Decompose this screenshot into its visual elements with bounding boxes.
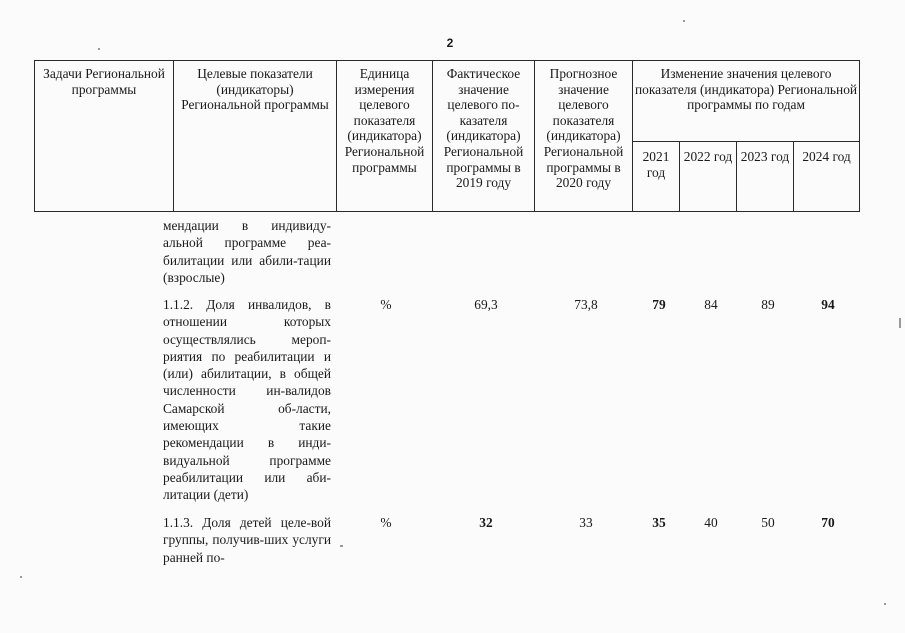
header-year-2024: 2024 год — [794, 142, 860, 212]
row-1-1-2-indicator: 1.1.2. Доля инвалидов, в отношении которых осуществлялись мероп-риятия по реабилитации и (или) абилитации, в общей численности ин-валидов Самарской об-ласти, имеющих такие рекомендации в инди-видуальной программе реабилитации или аби-литации (дети) — [163, 297, 331, 503]
row-1-1-3-actual-2019: 32 — [479, 515, 493, 530]
header-forecast-2020: Прогнозное значение целевого показателя (индикатора) Региональной программы в 2020 году — [535, 61, 633, 212]
row-1-1-2-year-2021: 79 — [652, 297, 666, 312]
row-1-1-2-actual-2019: 69,3 — [474, 297, 498, 312]
scan-speck — [899, 318, 901, 328]
scan-speck — [340, 545, 343, 547]
row-1-1-3-year-2023: 50 — [761, 515, 775, 530]
header-unit: Единица измерения целевого показателя (индикатора) Региональной программы — [337, 61, 433, 212]
row-1-1-2-unit: % — [380, 297, 392, 312]
header-year-2023: 2023 год — [737, 142, 794, 212]
header-year-2021: 2021 год — [633, 142, 680, 212]
row-1-1-3-year-2024: 70 — [821, 515, 835, 530]
row-1-1-2-year-2022: 84 — [704, 297, 718, 312]
row-1-1-2-forecast-2020: 73,8 — [574, 297, 598, 312]
row-1-1-2-year-2024: 94 — [821, 297, 835, 312]
row-1-1-3-year-2021: 35 — [652, 515, 666, 530]
scan-speck — [884, 603, 886, 605]
row-continuation-indicator: мендации в индивиду-альной программе реа-билитации или абили-тации (взрослые) — [163, 218, 331, 285]
row-1-1-2-year-2023: 89 — [761, 297, 775, 312]
header-tasks: Задачи Региональной программы — [35, 61, 174, 212]
row-1-1-3-unit: % — [380, 515, 392, 530]
scan-speck — [98, 48, 100, 50]
page-number: 2 — [446, 36, 454, 50]
table-header — [34, 60, 860, 212]
row-1-1-3-forecast-2020: 33 — [579, 515, 593, 530]
scan-speck — [683, 20, 685, 22]
header-change-by-year: Изменение значения целевого показателя (индикатора) Региональной программы по годам — [633, 61, 860, 142]
header-year-2022: 2022 год — [680, 142, 737, 212]
row-1-1-3-indicator: 1.1.3. Доля детей целе-вой группы, получив-ших услуги ранней по- — [163, 515, 331, 565]
row-1-1-3-year-2022: 40 — [704, 515, 718, 530]
header-indicators: Целевые показатели (индикаторы) Региональной программы — [174, 61, 337, 212]
header-actual-2019: Фактическое значение целевого по-казателя (индикатора) Региональной программы в 2019 году — [433, 61, 535, 212]
scan-speck — [20, 576, 22, 578]
